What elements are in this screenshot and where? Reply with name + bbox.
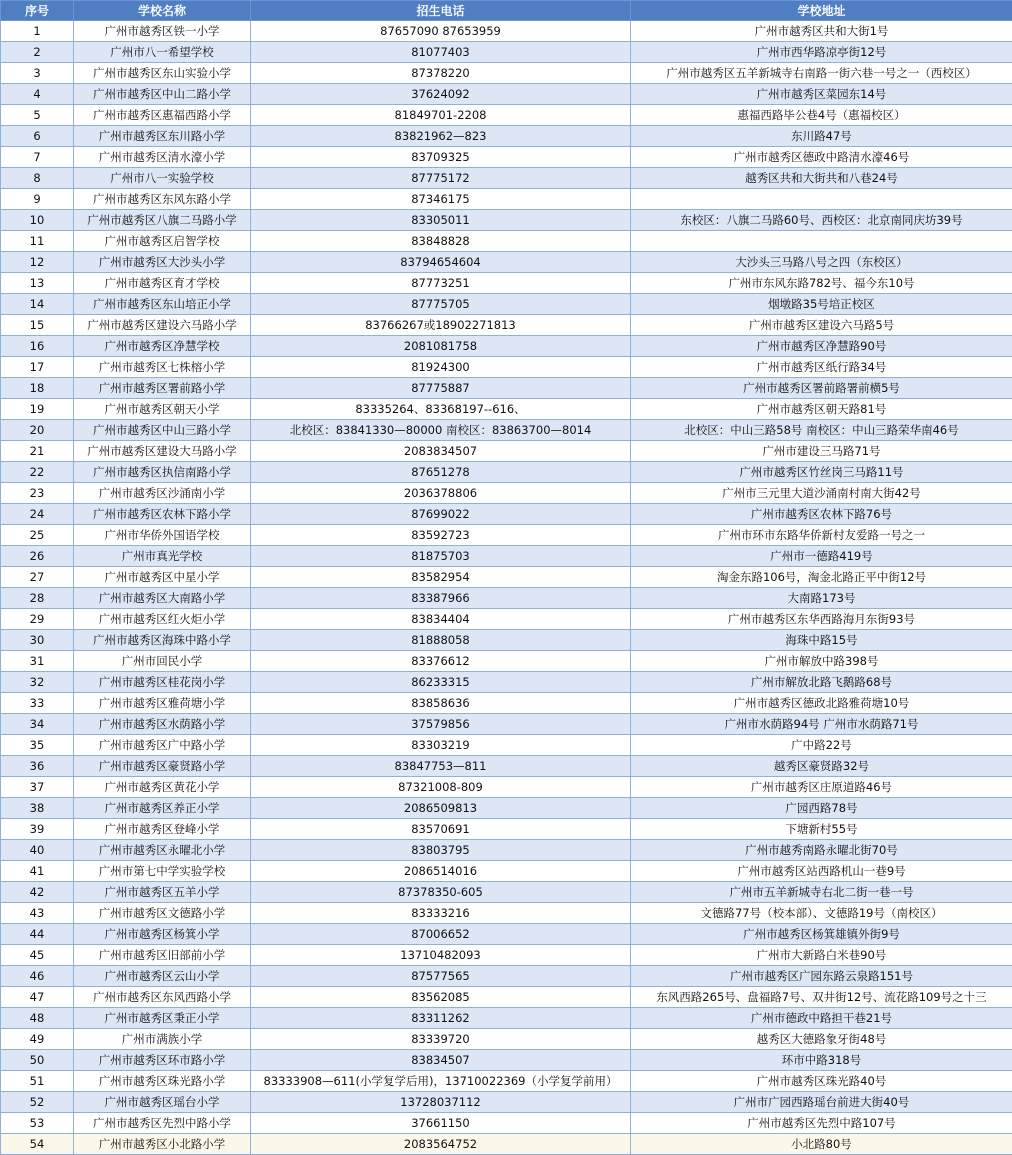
cell-school-name: 广州市越秀区东风西路小学 — [74, 987, 251, 1008]
table-row — [1, 714, 1012, 735]
cell-index: 50 — [1, 1050, 74, 1071]
cell-address: 广州市越秀区五羊新城寺右南路一街六巷一号之一（西校区） — [631, 63, 1012, 84]
cell-school-name: 广州市越秀区署前路小学 — [74, 378, 251, 399]
cell-school-name: 广州市越秀区黄花小学 — [74, 777, 251, 798]
cell-phone: 81077403 — [251, 42, 631, 63]
cell-index: 42 — [1, 882, 74, 903]
cell-index: 28 — [1, 588, 74, 609]
cell-index: 24 — [1, 504, 74, 525]
table-row — [1, 147, 1012, 168]
cell-index: 7 — [1, 147, 74, 168]
cell-address: 广州市越秀南路永曜北街70号 — [631, 840, 1012, 861]
cell-school-name: 广州市越秀区沙涌南小学 — [74, 483, 251, 504]
cell-index: 13 — [1, 273, 74, 294]
cell-address: 广州市越秀区德政北路雅荷塘10号 — [631, 693, 1012, 714]
cell-phone: 37624092 — [251, 84, 631, 105]
cell-index: 12 — [1, 252, 74, 273]
header-school-name: 学校名称 — [74, 1, 251, 21]
cell-school-name: 广州市越秀区建设六马路小学 — [74, 315, 251, 336]
cell-phone: 83803795 — [251, 840, 631, 861]
cell-phone: 83834404 — [251, 609, 631, 630]
cell-index: 37 — [1, 777, 74, 798]
cell-school-name: 广州市八一希望学校 — [74, 42, 251, 63]
table-row — [1, 903, 1012, 924]
cell-index: 4 — [1, 84, 74, 105]
cell-address: 广州市建设三马路71号 — [631, 441, 1012, 462]
cell-index: 19 — [1, 399, 74, 420]
table-row — [1, 588, 1012, 609]
cell-phone: 83582954 — [251, 567, 631, 588]
table-row — [1, 378, 1012, 399]
table-row — [1, 231, 1012, 252]
table-row — [1, 1134, 1012, 1155]
cell-phone: 2086514016 — [251, 861, 631, 882]
table-row — [1, 273, 1012, 294]
cell-school-name: 广州市越秀区启智学校 — [74, 231, 251, 252]
cell-phone: 83834507 — [251, 1050, 631, 1071]
cell-index: 39 — [1, 819, 74, 840]
cell-phone: 87577565 — [251, 966, 631, 987]
cell-index: 26 — [1, 546, 74, 567]
cell-index: 20 — [1, 420, 74, 441]
cell-school-name: 广州市越秀区大南路小学 — [74, 588, 251, 609]
table-row — [1, 609, 1012, 630]
cell-address — [631, 231, 1012, 252]
cell-index: 31 — [1, 651, 74, 672]
cell-index: 40 — [1, 840, 74, 861]
cell-address: 东校区：八旗二马路60号、西校区：北京南同庆坊39号 — [631, 210, 1012, 231]
cell-school-name: 广州市越秀区清水濠小学 — [74, 147, 251, 168]
table-row — [1, 1050, 1012, 1071]
table-row — [1, 840, 1012, 861]
cell-address: 广州市越秀区纸行路34号 — [631, 357, 1012, 378]
cell-phone: 37579856 — [251, 714, 631, 735]
cell-address: 广州市越秀区净慧路90号 — [631, 336, 1012, 357]
cell-index: 36 — [1, 756, 74, 777]
cell-index: 14 — [1, 294, 74, 315]
cell-index: 54 — [1, 1134, 74, 1155]
cell-school-name: 广州市越秀区红火炬小学 — [74, 609, 251, 630]
table-row — [1, 735, 1012, 756]
cell-address: 淘金东路106号，淘金北路正平中街12号 — [631, 567, 1012, 588]
table-row — [1, 189, 1012, 210]
table-body — [1, 21, 1012, 1155]
cell-phone: 83387966 — [251, 588, 631, 609]
cell-phone: 81849701-2208 — [251, 105, 631, 126]
cell-address: 文德路77号（校本部）、文德路19号（南校区） — [631, 903, 1012, 924]
cell-address: 广州市越秀区竹丝岗三马路11号 — [631, 462, 1012, 483]
cell-index: 8 — [1, 168, 74, 189]
cell-school-name: 广州市越秀区东山实验小学 — [74, 63, 251, 84]
cell-index: 32 — [1, 672, 74, 693]
cell-index: 2 — [1, 42, 74, 63]
cell-school-name: 广州市越秀区育才学校 — [74, 273, 251, 294]
cell-phone: 83335264、83368197--616、 — [251, 399, 631, 420]
cell-school-name: 广州市越秀区雅荷塘小学 — [74, 693, 251, 714]
cell-index: 9 — [1, 189, 74, 210]
cell-phone: 83821962—823 — [251, 126, 631, 147]
cell-phone: 87775887 — [251, 378, 631, 399]
cell-phone: 87378350-605 — [251, 882, 631, 903]
cell-phone: 87775705 — [251, 294, 631, 315]
cell-phone: 83794654604 — [251, 252, 631, 273]
cell-address: 广州市三元里大道沙涌南村南大街42号 — [631, 483, 1012, 504]
table-row — [1, 672, 1012, 693]
cell-index: 11 — [1, 231, 74, 252]
cell-index: 44 — [1, 924, 74, 945]
cell-phone: 87657090 87653959 — [251, 21, 631, 42]
cell-address: 广州市越秀区菜园东14号 — [631, 84, 1012, 105]
cell-school-name: 广州市越秀区登峰小学 — [74, 819, 251, 840]
cell-school-name: 广州市越秀区惠福西路小学 — [74, 105, 251, 126]
cell-phone: 13728037112 — [251, 1092, 631, 1113]
cell-school-name: 广州市真光学校 — [74, 546, 251, 567]
table-row — [1, 252, 1012, 273]
cell-address: 大南路173号 — [631, 588, 1012, 609]
table-row — [1, 315, 1012, 336]
cell-phone: 2036378806 — [251, 483, 631, 504]
table-row — [1, 462, 1012, 483]
table-row — [1, 126, 1012, 147]
cell-index: 3 — [1, 63, 74, 84]
cell-index: 35 — [1, 735, 74, 756]
cell-address: 海珠中路15号 — [631, 630, 1012, 651]
cell-school-name: 广州市越秀区五羊小学 — [74, 882, 251, 903]
table-row — [1, 756, 1012, 777]
cell-school-name: 广州市越秀区铁一小学 — [74, 21, 251, 42]
cell-address: 大沙头三马路八号之四（东校区） — [631, 252, 1012, 273]
table-row — [1, 420, 1012, 441]
cell-school-name: 广州市华侨外国语学校 — [74, 525, 251, 546]
cell-phone: 86233315 — [251, 672, 631, 693]
table-row — [1, 693, 1012, 714]
cell-address: 下塘新村55号 — [631, 819, 1012, 840]
cell-address — [631, 189, 1012, 210]
table-row — [1, 1029, 1012, 1050]
cell-school-name: 广州市越秀区东山培正小学 — [74, 294, 251, 315]
cell-phone: 83570691 — [251, 819, 631, 840]
cell-school-name: 广州市越秀区珠光路小学 — [74, 1071, 251, 1092]
cell-index: 45 — [1, 945, 74, 966]
cell-school-name: 广州市越秀区建设大马路小学 — [74, 441, 251, 462]
table-row — [1, 84, 1012, 105]
cell-school-name: 广州市越秀区杨箕小学 — [74, 924, 251, 945]
cell-phone: 81924300 — [251, 357, 631, 378]
table-row — [1, 567, 1012, 588]
cell-index: 30 — [1, 630, 74, 651]
cell-phone: 83339720 — [251, 1029, 631, 1050]
cell-phone: 83333216 — [251, 903, 631, 924]
header-address: 学校地址 — [631, 1, 1012, 21]
cell-address: 广州市解放中路398号 — [631, 651, 1012, 672]
cell-school-name: 广州市越秀区执信南路小学 — [74, 462, 251, 483]
cell-school-name: 广州市越秀区桂花岗小学 — [74, 672, 251, 693]
cell-school-name: 广州市越秀区中山二路小学 — [74, 84, 251, 105]
cell-phone: 87006652 — [251, 924, 631, 945]
table-row — [1, 798, 1012, 819]
cell-index: 33 — [1, 693, 74, 714]
cell-address: 广州市德政中路担干巷21号 — [631, 1008, 1012, 1029]
cell-phone: 83592723 — [251, 525, 631, 546]
table-row — [1, 525, 1012, 546]
cell-phone: 83766267或18902271813 — [251, 315, 631, 336]
cell-school-name: 广州市越秀区云山小学 — [74, 966, 251, 987]
cell-school-name: 广州市八一实验学校 — [74, 168, 251, 189]
cell-address: 广州市越秀区庄原道路46号 — [631, 777, 1012, 798]
cell-phone: 87378220 — [251, 63, 631, 84]
cell-school-name: 广州市越秀区中星小学 — [74, 567, 251, 588]
cell-phone: 83305011 — [251, 210, 631, 231]
cell-address: 越秀区共和大街共和八巷24号 — [631, 168, 1012, 189]
cell-phone: 北校区：83841330—80000 南校区：83863700—8014 — [251, 420, 631, 441]
cell-address: 广州市五羊新城寺右北二街一巷一号 — [631, 882, 1012, 903]
table-row — [1, 105, 1012, 126]
cell-index: 51 — [1, 1071, 74, 1092]
cell-index: 48 — [1, 1008, 74, 1029]
cell-address: 广州市越秀区共和大街1号 — [631, 21, 1012, 42]
cell-school-name: 广州市越秀区广中路小学 — [74, 735, 251, 756]
cell-index: 52 — [1, 1092, 74, 1113]
cell-address: 广州市广园西路瑶台前进大街40号 — [631, 1092, 1012, 1113]
table-row — [1, 336, 1012, 357]
cell-school-name: 广州市回民小学 — [74, 651, 251, 672]
cell-phone: 13710482093 — [251, 945, 631, 966]
cell-school-name: 广州市越秀区文德路小学 — [74, 903, 251, 924]
cell-index: 43 — [1, 903, 74, 924]
cell-phone: 83858636 — [251, 693, 631, 714]
cell-address: 越秀区大德路象牙街48号 — [631, 1029, 1012, 1050]
cell-address: 北校区：中山三路58号 南校区：中山三路荣华南46号 — [631, 420, 1012, 441]
table-row — [1, 861, 1012, 882]
cell-index: 1 — [1, 21, 74, 42]
cell-index: 5 — [1, 105, 74, 126]
table-header — [1, 1, 1012, 21]
table-row — [1, 168, 1012, 189]
cell-school-name: 广州市越秀区海珠中路小学 — [74, 630, 251, 651]
cell-index: 18 — [1, 378, 74, 399]
header-row — [1, 1, 1012, 21]
cell-phone: 87346175 — [251, 189, 631, 210]
cell-address: 广州市水荫路94号 广州市水荫路71号 — [631, 714, 1012, 735]
cell-phone: 2081081758 — [251, 336, 631, 357]
cell-address: 广州市越秀区杨箕雄镇外街9号 — [631, 924, 1012, 945]
cell-phone: 2086509813 — [251, 798, 631, 819]
table-row — [1, 21, 1012, 42]
cell-phone: 2083834507 — [251, 441, 631, 462]
table-row — [1, 210, 1012, 231]
table-row — [1, 483, 1012, 504]
cell-address: 烟墩路35号培正校区 — [631, 294, 1012, 315]
cell-school-name: 广州市越秀区朝天小学 — [74, 399, 251, 420]
table-row — [1, 294, 1012, 315]
table-row — [1, 924, 1012, 945]
table-row — [1, 945, 1012, 966]
table-row — [1, 42, 1012, 63]
cell-index: 21 — [1, 441, 74, 462]
cell-index: 46 — [1, 966, 74, 987]
cell-index: 49 — [1, 1029, 74, 1050]
cell-phone: 83562085 — [251, 987, 631, 1008]
cell-phone: 2083564752 — [251, 1134, 631, 1155]
table-row — [1, 777, 1012, 798]
cell-index: 27 — [1, 567, 74, 588]
cell-school-name: 广州市越秀区中山三路小学 — [74, 420, 251, 441]
table-row — [1, 1008, 1012, 1029]
cell-phone: 83709325 — [251, 147, 631, 168]
cell-school-name: 广州市越秀区永曜北小学 — [74, 840, 251, 861]
cell-address: 广州市越秀区东华西路海月东街93号 — [631, 609, 1012, 630]
cell-phone: 83376612 — [251, 651, 631, 672]
cell-index: 10 — [1, 210, 74, 231]
cell-phone: 87651278 — [251, 462, 631, 483]
cell-school-name: 广州市越秀区瑶台小学 — [74, 1092, 251, 1113]
cell-school-name: 广州市越秀区东风东路小学 — [74, 189, 251, 210]
cell-school-name: 广州市满族小学 — [74, 1029, 251, 1050]
cell-phone: 83847753—811 — [251, 756, 631, 777]
cell-school-name: 广州市越秀区养正小学 — [74, 798, 251, 819]
table-row — [1, 882, 1012, 903]
table-row — [1, 357, 1012, 378]
cell-address: 广州市越秀区农林下路76号 — [631, 504, 1012, 525]
cell-address: 广州市越秀区珠光路40号 — [631, 1071, 1012, 1092]
cell-school-name: 广州市第七中学实验学校 — [74, 861, 251, 882]
cell-address: 广州市西华路凉亭街12号 — [631, 42, 1012, 63]
table-row — [1, 546, 1012, 567]
table-row — [1, 966, 1012, 987]
cell-address: 广州市越秀区德政中路清水濠46号 — [631, 147, 1012, 168]
cell-school-name: 广州市越秀区大沙头小学 — [74, 252, 251, 273]
cell-school-name: 广州市越秀区旧部前小学 — [74, 945, 251, 966]
cell-address: 广州市一德路419号 — [631, 546, 1012, 567]
cell-address: 越秀区豪贤路32号 — [631, 756, 1012, 777]
table-row — [1, 1113, 1012, 1134]
cell-address: 广州市越秀区建设六马路5号 — [631, 315, 1012, 336]
table-row — [1, 1071, 1012, 1092]
cell-school-name: 广州市越秀区先烈中路小学 — [74, 1113, 251, 1134]
table-row — [1, 441, 1012, 462]
cell-index: 6 — [1, 126, 74, 147]
cell-school-name: 广州市越秀区农林下路小学 — [74, 504, 251, 525]
cell-index: 16 — [1, 336, 74, 357]
cell-address: 广州市越秀区署前路署前横5号 — [631, 378, 1012, 399]
cell-address: 广州市越秀区广园东路云泉路151号 — [631, 966, 1012, 987]
cell-address: 广园西路78号 — [631, 798, 1012, 819]
cell-index: 15 — [1, 315, 74, 336]
table-row — [1, 630, 1012, 651]
cell-index: 29 — [1, 609, 74, 630]
cell-index: 38 — [1, 798, 74, 819]
cell-index: 22 — [1, 462, 74, 483]
table-row — [1, 504, 1012, 525]
table-row — [1, 651, 1012, 672]
table-row — [1, 987, 1012, 1008]
cell-index: 41 — [1, 861, 74, 882]
cell-phone: 87321008-809 — [251, 777, 631, 798]
cell-address: 东风西路265号、盘福路7号、双井街12号、流花路109号之十三 — [631, 987, 1012, 1008]
cell-school-name: 广州市越秀区东川路小学 — [74, 126, 251, 147]
cell-phone: 83848828 — [251, 231, 631, 252]
cell-address: 广州市越秀区朝天路81号 — [631, 399, 1012, 420]
cell-address: 广州市越秀区站西路机山一巷9号 — [631, 861, 1012, 882]
cell-phone: 83303219 — [251, 735, 631, 756]
table-row — [1, 819, 1012, 840]
cell-phone: 81888058 — [251, 630, 631, 651]
cell-address: 广州市解放北路飞鹅路68号 — [631, 672, 1012, 693]
cell-index: 23 — [1, 483, 74, 504]
cell-school-name: 广州市越秀区八旗二马路小学 — [74, 210, 251, 231]
cell-school-name: 广州市越秀区净慧学校 — [74, 336, 251, 357]
header-index: 序号 — [1, 1, 74, 21]
cell-phone: 37661150 — [251, 1113, 631, 1134]
cell-address: 广中路22号 — [631, 735, 1012, 756]
cell-index: 53 — [1, 1113, 74, 1134]
table-row — [1, 1092, 1012, 1113]
cell-school-name: 广州市越秀区秉正小学 — [74, 1008, 251, 1029]
cell-index: 25 — [1, 525, 74, 546]
table-row — [1, 399, 1012, 420]
cell-phone: 87699022 — [251, 504, 631, 525]
cell-phone: 83333908—611(小学复学后用)，13710022369（小学复学前用） — [251, 1071, 631, 1092]
cell-school-name: 广州市越秀区豪贤路小学 — [74, 756, 251, 777]
cell-address: 广州市环市东路华侨新村友爱路一号之一 — [631, 525, 1012, 546]
header-phone: 招生电话 — [251, 1, 631, 21]
cell-school-name: 广州市越秀区环市路小学 — [74, 1050, 251, 1071]
cell-index: 47 — [1, 987, 74, 1008]
cell-school-name: 广州市越秀区水荫路小学 — [74, 714, 251, 735]
table-row — [1, 63, 1012, 84]
cell-address: 广州市东风东路782号、福今东10号 — [631, 273, 1012, 294]
cell-school-name: 广州市越秀区小北路小学 — [74, 1134, 251, 1155]
cell-address: 东川路47号 — [631, 126, 1012, 147]
cell-address: 广州市大新路白米巷90号 — [631, 945, 1012, 966]
cell-phone: 83311262 — [251, 1008, 631, 1029]
cell-address: 惠福西路毕公巷4号（惠福校区） — [631, 105, 1012, 126]
cell-phone: 81875703 — [251, 546, 631, 567]
cell-school-name: 广州市越秀区七株榕小学 — [74, 357, 251, 378]
cell-address: 环市中路318号 — [631, 1050, 1012, 1071]
cell-address: 小北路80号 — [631, 1134, 1012, 1155]
cell-address: 广州市越秀区先烈中路107号 — [631, 1113, 1012, 1134]
cell-index: 34 — [1, 714, 74, 735]
cell-phone: 87773251 — [251, 273, 631, 294]
cell-phone: 87775172 — [251, 168, 631, 189]
cell-index: 17 — [1, 357, 74, 378]
